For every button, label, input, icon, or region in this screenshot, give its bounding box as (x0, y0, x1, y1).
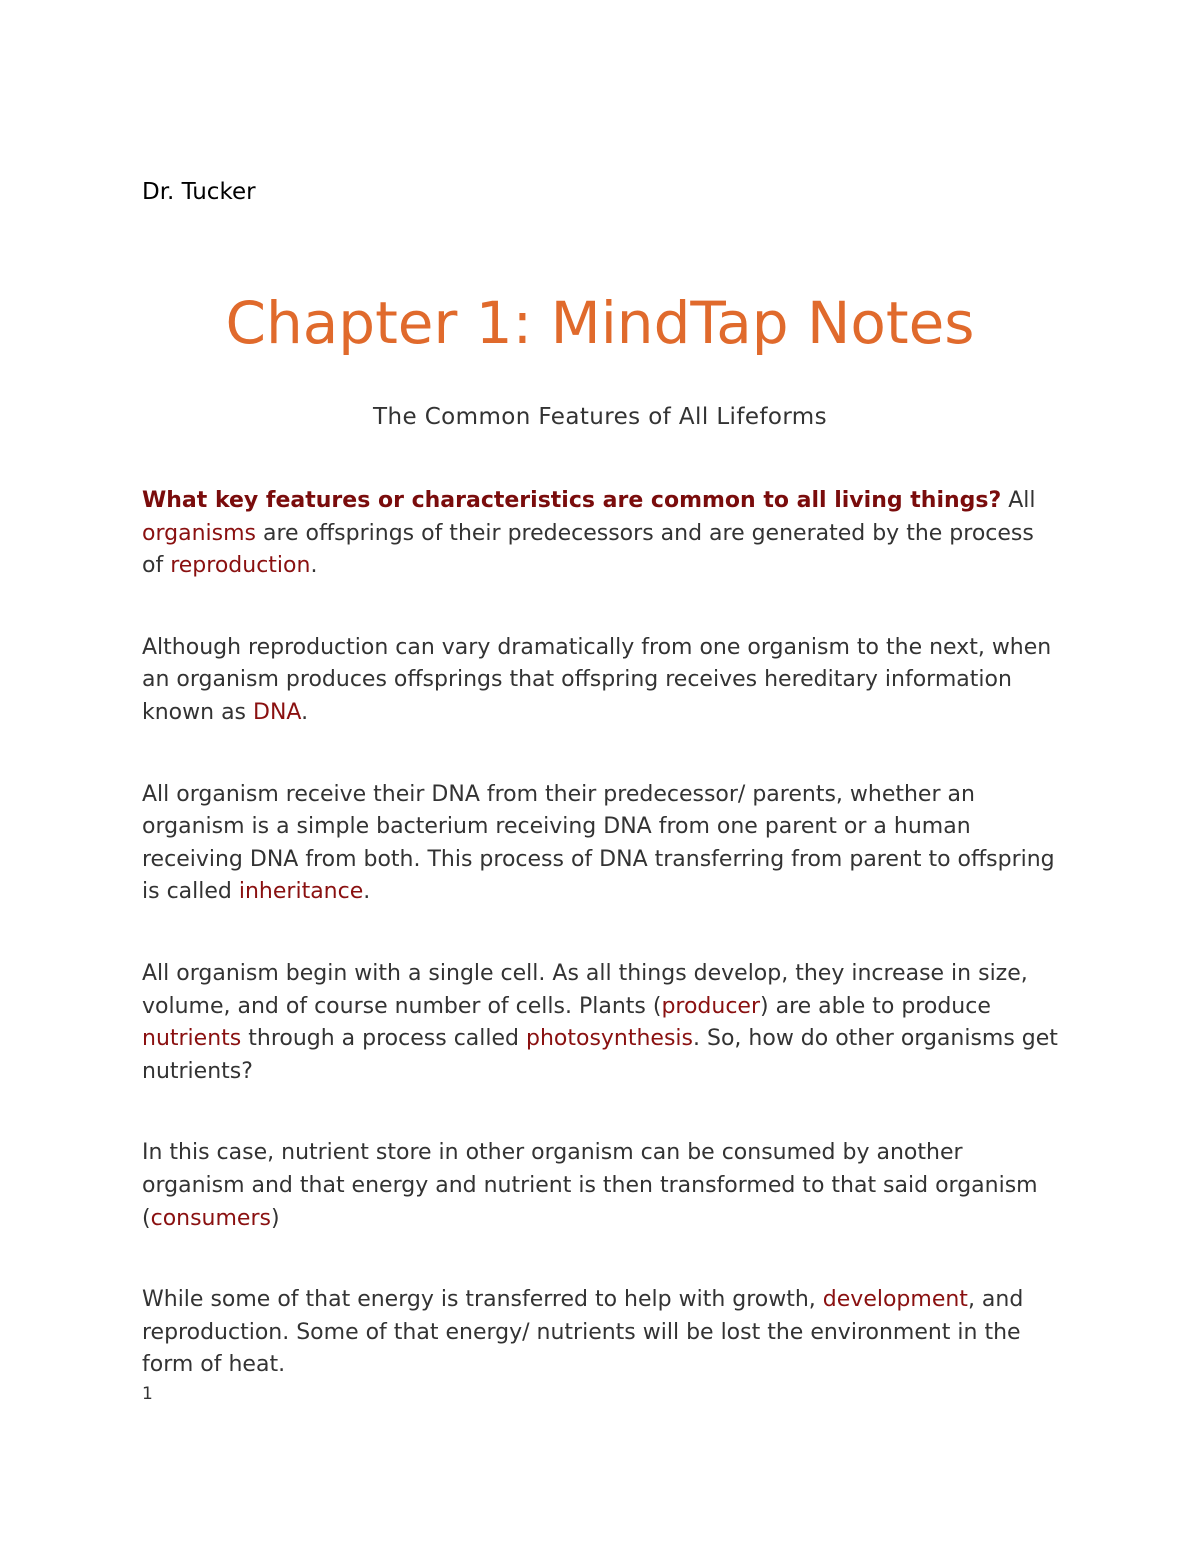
text-run: All organism begin with a single cell. As all things develop, they increase in size, volume, and of course number of cells. Plants ( (142, 960, 1028, 1019)
term-nutrients: nutrients (142, 1026, 242, 1052)
text-run: While some of that energy is transferred to help with growth, (142, 1287, 823, 1313)
page-title: Chapter 1: MindTap Notes (225, 289, 975, 357)
paragraph-1 (142, 485, 1062, 583)
text-run: , and reproduction. Some of that energy/ nutrients will be lost the environment in the form of heat. (142, 1287, 1024, 1378)
text-run: ) are able to produce (760, 993, 991, 1019)
term-organisms: organisms (142, 520, 256, 546)
page-number: 1 (142, 1384, 153, 1404)
term-inheritance: inheritance (238, 879, 364, 905)
text-run: . So, how do other organisms get nutrients? (142, 1026, 1058, 1084)
paragraph-5 (142, 1137, 1062, 1235)
paragraph-6 (142, 1284, 1062, 1382)
text-run: . (301, 699, 309, 725)
paragraph-4 (142, 958, 1062, 1088)
term-reproduction: reproduction (170, 553, 311, 579)
text-run: In this case, nutrient store in other organism can be consumed by another organism and that energy and nutrient is then transformed to that said organism ( (142, 1140, 1038, 1231)
text-run: through a process called (241, 1026, 526, 1052)
paragraph-2 (142, 632, 1062, 730)
page-subtitle: The Common Features of All Lifeforms (373, 404, 827, 430)
term-consumers: consumers (150, 1205, 271, 1231)
key-question: What key features or characteristics are common to all living things? (142, 488, 1002, 513)
text-run: Although reproduction can vary dramatically from one organism to the next, when an organism produces offsprings that offspring receives hereditary information known as (142, 634, 1052, 725)
term-dna: DNA (253, 699, 302, 725)
text-run: . (363, 879, 371, 905)
term-photosynthesis: photosynthesis (525, 1026, 694, 1052)
text-run: ) (270, 1205, 280, 1231)
author-name: Dr. Tucker (142, 179, 256, 205)
text-run: All (1001, 488, 1036, 513)
paragraph-3 (142, 779, 1062, 909)
term-producer: producer (661, 993, 761, 1019)
document-body (142, 485, 1062, 1431)
text-run: are offsprings of their predecessors and are generated by the process of (142, 520, 1034, 579)
text-run: . (310, 553, 318, 579)
term-development: development (822, 1287, 968, 1313)
text-run: All organism receive their DNA from their predecessor/ parents, whether an organism is a simple bacterium receiving DNA from one parent or a human receiving DNA from both. This process of DNA transferring from parent to offspring is called (142, 781, 1055, 905)
